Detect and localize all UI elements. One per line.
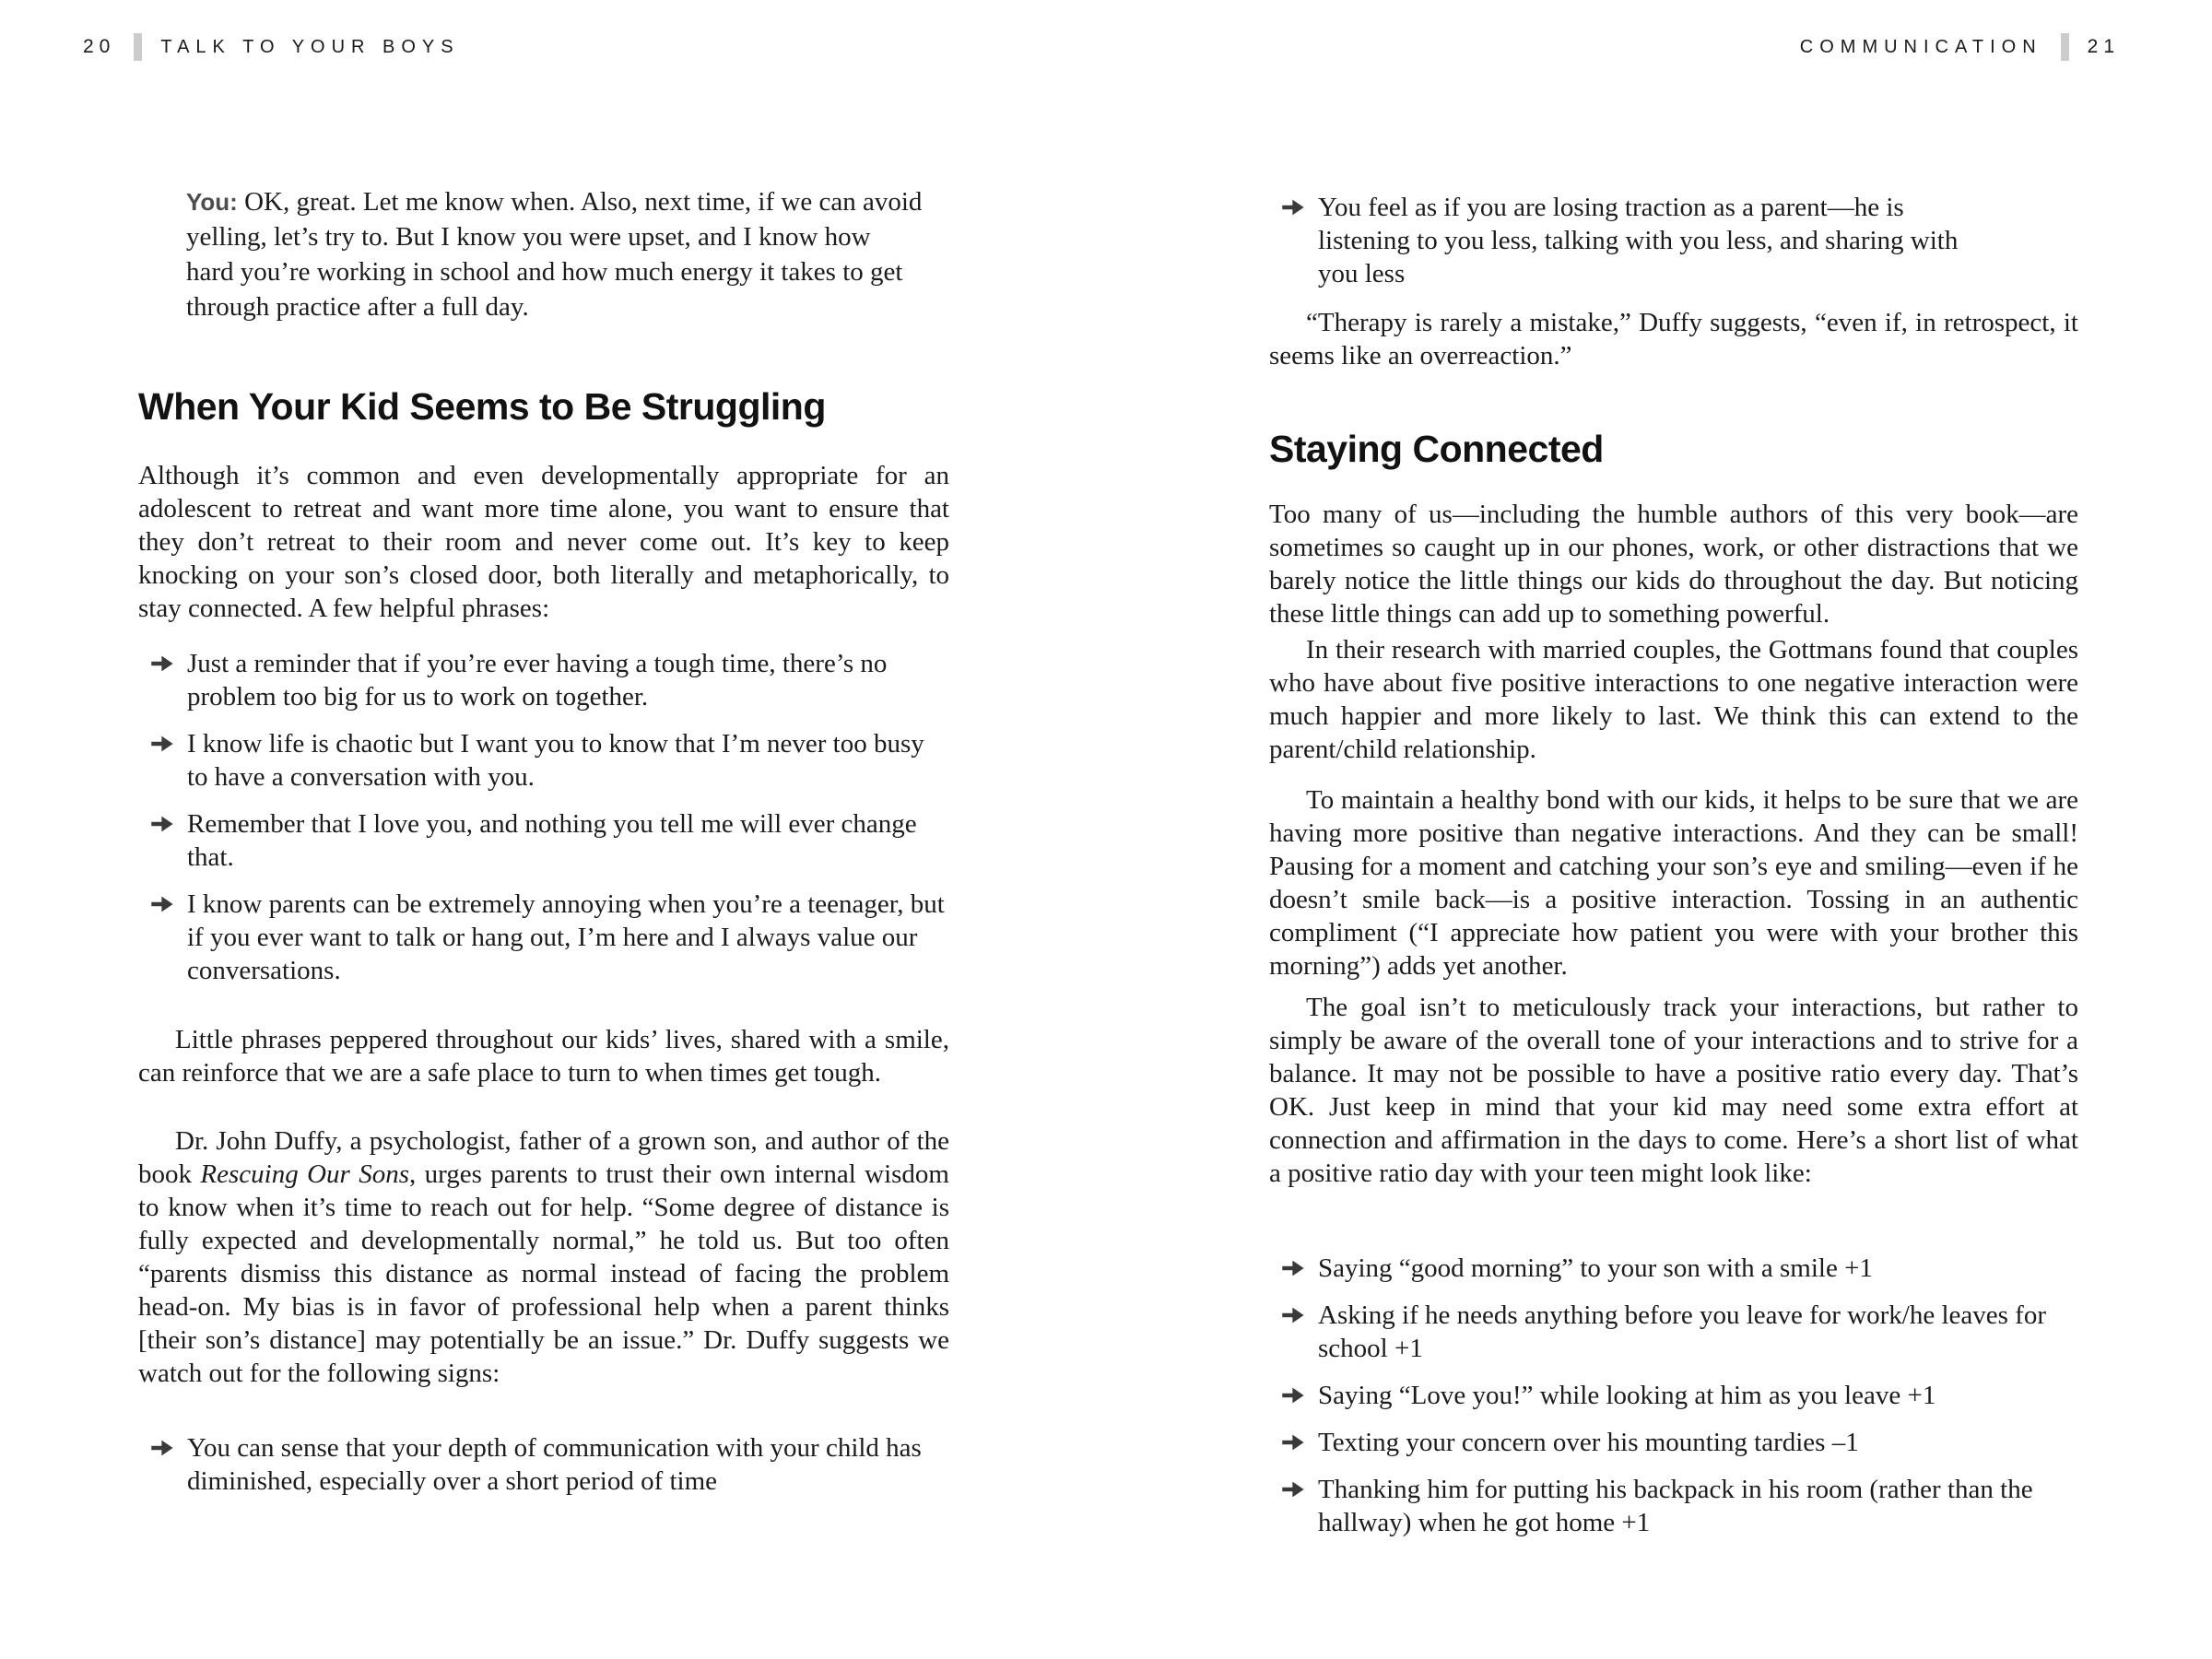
arrow-right-icon xyxy=(150,895,175,913)
list-item xyxy=(138,727,949,794)
list-item xyxy=(1269,1426,2078,1459)
intro-paragraph: Although it’s common and even developmentally appropriate for an adolescent to retreat and want more time alone, you want to ensure that they don’t retreat to their room and never come out. It’s key to keep knocking on your son’s closed door, both literally and metaphorically, to stay connected. A few helpful phrases: xyxy=(138,461,949,623)
list-item xyxy=(1269,1379,2078,1412)
list-item xyxy=(1269,1473,2078,1539)
list-item-text: Texting your concern over his mounting tardies –1 xyxy=(1318,1428,1859,1457)
arrow-right-icon xyxy=(1281,1306,1306,1324)
warning-signs-list xyxy=(138,1431,949,1498)
list-item-text: Remember that I love you, and nothing you tell me will ever change that. xyxy=(187,809,917,872)
page-number: 20 xyxy=(83,36,116,57)
list-item xyxy=(1269,1299,2078,1365)
goal-paragraph: The goal isn’t to meticulously track your interactions, but rather to simply be aware of the overall tone of your interactions and to strive for a balance. It may not be possible to have a positive ratio every day. That’s OK. Just keep in mind that your kid may need some extra effort at connection and affirmation in the days to come. Here’s a short list of what a positive ratio day with your teen might look like: xyxy=(1269,993,2078,1188)
arrow-right-icon xyxy=(1281,1259,1306,1277)
right-running-header xyxy=(1800,33,2120,61)
list-item xyxy=(1269,191,2078,290)
list-item-text: I know parents can be extremely annoying when you’re a teenager, but if you ever want to talk or hang out, I’m here and I always value our conversations. xyxy=(187,889,945,985)
arrow-right-icon xyxy=(150,815,175,833)
list-item-text: You feel as if you are losing traction as a parent—he is listening to you less, talking with you less, and sharing with you less xyxy=(1318,193,1959,288)
warning-signs-continued-list xyxy=(1269,191,2078,290)
book-title: Rescuing Our Sons xyxy=(200,1159,409,1189)
too-many-paragraph: Too many of us—including the humble authors of this very book—are sometimes so caught up in our phones, work, or other distractions that we barely notice the little things our kids do throughout the day. But noticing these little things can add up to something powerful. xyxy=(1269,500,2078,629)
list-item-text: Just a reminder that if you’re ever having a tough time, there’s no problem too big for us to work on together. xyxy=(187,649,888,712)
arrow-right-icon xyxy=(150,1439,175,1457)
gottman-research-paragraph: In their research with married couples, the Gottmans found that couples who have about five positive interactions to one negative interaction were much happier and more likely to last. We think this can extend to the parent/child relationship. xyxy=(1269,635,2078,764)
arrow-right-icon xyxy=(150,654,175,673)
header-divider xyxy=(134,33,142,61)
list-item xyxy=(1269,1252,2078,1285)
helpful-phrases-list xyxy=(138,647,949,987)
list-item-text: Thanking him for putting his backpack in his room (rather than the hallway) when he got home +1 xyxy=(1318,1475,2033,1537)
list-item xyxy=(138,807,949,874)
section-heading-staying-connected: Staying Connected xyxy=(1269,428,1604,470)
healthy-bond-paragraph: To maintain a healthy bond with our kids, it helps to be sure that we are having more positive than negative interactions. And they can be small! Pausing for a moment and catching your son’s eye and smiling—even if he doesn’t smile back—is a positive interaction. Tossing in an authentic compliment (“I appreciate how patient you were with your brother this morning”) adds yet another. xyxy=(1269,785,2078,981)
list-item-text: Saying “good morning” to your son with a smile +1 xyxy=(1318,1253,1873,1283)
arrow-right-icon xyxy=(150,735,175,753)
list-item xyxy=(138,888,949,987)
little-phrases-paragraph: Little phrases peppered throughout our kids’ lives, shared with a smile, can reinforce that we are a safe place to turn to when times get tough. xyxy=(138,1025,949,1088)
arrow-right-icon xyxy=(1281,1480,1306,1499)
dialogue-speaker-label: You: xyxy=(186,188,238,216)
left-running-header xyxy=(83,33,460,61)
duffy-paragraph-before-title: Dr. John Duffy, a psychologist, father of a grown son, and author of the book xyxy=(138,1126,949,1189)
duffy-paragraph-after-title: , urges parents to trust their own internal wisdom to know when it’s time to reach out for help. “Some degree of distance is fully expected and developmentally normal,” he told us. But too often “parents dismiss this distance as normal instead of facing the problem head-on. My bias is in favor of professional help when a parent thinks [their son’s distance] may potentially be an issue.” Dr. Duffy suggests we watch out for the following signs: xyxy=(138,1159,949,1388)
dialogue-block xyxy=(186,184,924,324)
list-item-text: I know life is chaotic but I want you to know that I’m never too busy to have a conversation with you. xyxy=(187,729,924,792)
list-item xyxy=(138,647,949,713)
running-head-title: COMMUNICATION xyxy=(1799,36,2042,57)
therapy-paragraph: “Therapy is rarely a mistake,” Duffy suggests, “even if, in retrospect, it seems like an overreaction.” xyxy=(1269,308,2078,371)
section-heading-struggling: When Your Kid Seems to Be Struggling xyxy=(138,385,826,428)
arrow-right-icon xyxy=(1281,1433,1306,1452)
page-number: 21 xyxy=(2087,36,2120,57)
running-head-title: TALK TO YOUR BOYS xyxy=(160,36,460,57)
arrow-right-icon xyxy=(1281,198,1306,217)
duffy-paragraph xyxy=(138,1124,949,1390)
list-item-text: Asking if he needs anything before you leave for work/he leaves for school +1 xyxy=(1318,1300,2046,1363)
list-item xyxy=(138,1431,949,1498)
header-divider xyxy=(2061,33,2069,61)
positive-ratio-list xyxy=(1269,1252,2078,1539)
dialogue-text: OK, great. Let me know when. Also, next time, if we can avoid yelling, let’s try to. But I know you were upset, and I know how hard you’re working in school and how much energy it takes to get through practice after a full day. xyxy=(186,187,923,322)
list-item-text: Saying “Love you!” while looking at him as you leave +1 xyxy=(1318,1381,1936,1410)
list-item-text: You can sense that your depth of communication with your child has diminished, especially over a short period of time xyxy=(187,1433,922,1496)
arrow-right-icon xyxy=(1281,1386,1306,1405)
